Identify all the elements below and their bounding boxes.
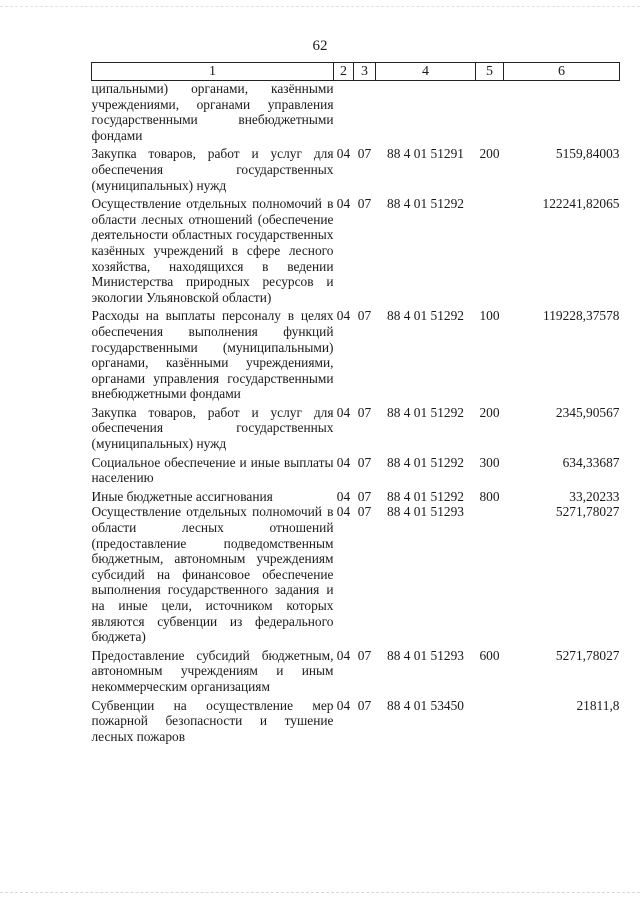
header-col-2: 2: [334, 63, 354, 81]
row-subsection: 07: [357, 146, 372, 162]
row-target-code: 88 4 01 51292: [387, 308, 464, 324]
row-expense-type: 200: [479, 146, 500, 162]
scan-edge-bottom: [0, 892, 640, 893]
row-subsection: [354, 81, 376, 144]
row-expense-type: [476, 695, 504, 745]
row-amount: 5271,78027: [555, 504, 620, 520]
row-subsection: 07: [357, 308, 372, 324]
row-subsection: 07: [357, 488, 372, 504]
row-name: Социальное обеспечение и иные выплаты населению: [91, 454, 334, 486]
row-name: ципальными) органами, казёнными учреждениями, органами управления государственными внебюджетными фондами: [91, 81, 334, 143]
table-row: [92, 81, 620, 144]
row-amount: 2345,90567: [555, 404, 620, 420]
table-row: [92, 452, 620, 486]
row-amount: 5159,84003: [555, 146, 620, 162]
row-target-code: 88 4 01 51292: [387, 404, 464, 420]
row-subsection: 07: [357, 504, 372, 520]
table-row: [92, 486, 620, 505]
row-subsection: 07: [357, 647, 372, 663]
table-row: [92, 193, 620, 305]
row-name: Субвенции на осуществление мер пожарной безопасности и тушение лесных пожаров: [91, 697, 334, 744]
row-subsection: 07: [357, 404, 372, 420]
row-amount: 634,33687: [562, 454, 620, 470]
row-expense-type: [476, 504, 504, 644]
row-section: 04: [336, 504, 351, 520]
row-expense-type: 600: [479, 647, 500, 663]
row-target-code: 88 4 01 51293: [387, 647, 464, 663]
row-amount: 21811,8: [576, 697, 620, 713]
row-expense-type: 300: [479, 454, 500, 470]
table-row: [92, 143, 620, 193]
header-col-4: 4: [376, 63, 476, 81]
row-amount: [504, 81, 620, 144]
row-section: 04: [336, 697, 351, 713]
row-section: 04: [336, 454, 351, 470]
table-header-row: [92, 63, 620, 81]
row-target-code: 88 4 01 51293: [387, 504, 464, 520]
row-name: Закупка товаров, работ и услуг для обеспечения государственных (муниципальных) нужд: [91, 404, 334, 452]
row-expense-type: 100: [479, 308, 500, 324]
header-col-5: 5: [476, 63, 504, 81]
row-target-code: 88 4 01 51292: [387, 454, 464, 470]
header-col-3: 3: [354, 63, 376, 81]
row-section: 04: [336, 196, 351, 212]
table-row: [92, 695, 620, 745]
row-section: 04: [336, 146, 351, 162]
row-amount: 122241,82065: [542, 196, 620, 212]
budget-table: [91, 62, 620, 744]
scan-edge-top: [0, 6, 640, 7]
row-target-code: [376, 81, 476, 144]
row-expense-type: 200: [479, 404, 500, 420]
table-row: [92, 402, 620, 452]
row-expense-type: [476, 193, 504, 305]
row-name: Иные бюджетные ассигнования: [91, 488, 273, 504]
row-name: Осуществление отдельных полномочий в области лесных отношений (предоставление подведомственным бюджетным, автономным учреждениям субсидий на финансовое обеспечение выполнения государственного задания и на иные цели, источником которых являются субвенции из федерального бюджета): [91, 504, 334, 645]
row-section: 04: [336, 308, 351, 324]
row-section: 04: [336, 647, 351, 663]
row-expense-type: [476, 81, 504, 144]
table-row: [92, 504, 620, 644]
row-amount: 33,20233: [569, 488, 620, 504]
row-target-code: 88 4 01 51292: [387, 488, 464, 504]
row-section: 04: [336, 404, 351, 420]
row-amount: 5271,78027: [555, 647, 620, 663]
row-name: Закупка товаров, работ и услуг для обеспечения государственных (муниципальных) нужд: [91, 146, 334, 193]
table-row: [92, 305, 620, 402]
page-number: 62: [312, 38, 328, 54]
row-section: [334, 81, 354, 144]
header-col-1: 1: [92, 63, 334, 81]
row-name: Расходы на выплаты персоналу в целях обеспечения выполнения функций государственными (муниципальными) органами, казёнными учреждениями, органами управления государственными внебюджетными фондами: [91, 308, 334, 402]
row-target-code: 88 4 01 51291: [387, 146, 464, 162]
row-subsection: 07: [357, 454, 372, 470]
row-name: Осуществление отдельных полномочий в области лесных отношений (обеспечение деятельности областных государственных казённых учреждений в сфере лесного хозяйства, находящихся в ведении Министерства природных ресурсов и экологии Ульяновской области): [91, 196, 334, 305]
row-target-code: 88 4 01 53450: [387, 697, 464, 713]
row-expense-type: 800: [479, 488, 500, 504]
row-amount: 119228,37578: [543, 308, 620, 324]
table-row: [92, 645, 620, 695]
row-section: 04: [336, 488, 351, 504]
row-subsection: 07: [357, 196, 372, 212]
row-target-code: 88 4 01 51292: [387, 196, 464, 212]
row-subsection: 07: [357, 697, 372, 713]
row-name: Предоставление субсидий бюджетным, автономным учреждениям и иным некоммерческим организациям: [91, 647, 334, 694]
header-col-6: 6: [504, 63, 620, 81]
